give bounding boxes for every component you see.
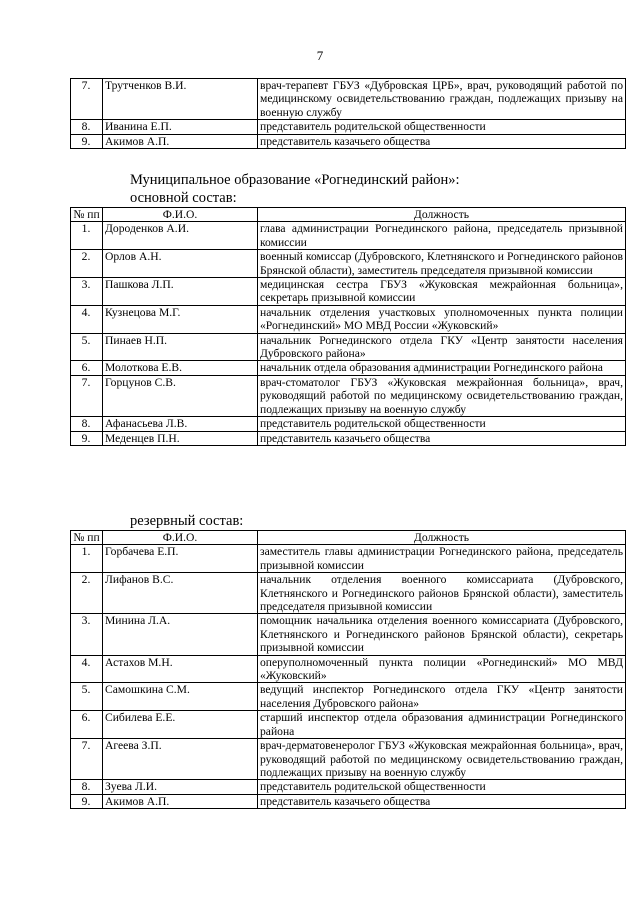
row-number: 7. [71, 79, 103, 120]
table-row [71, 739, 626, 780]
page-number: 7 [316, 48, 324, 63]
header-num: № пп [71, 208, 103, 222]
row-number: 7. [71, 739, 103, 780]
members-table-top [70, 78, 626, 149]
member-name: Лифанов В.С. [103, 573, 258, 614]
member-position: начальник отделения участковых уполномоченных пункта полиции «Рогнединский» МО МВД России «Жуковский» [258, 305, 626, 333]
table-row [71, 305, 626, 333]
table-header-row [71, 531, 626, 545]
table-row [71, 683, 626, 711]
row-number: 1. [71, 222, 103, 250]
member-position: заместитель главы администрации Рогнединского района, председатель призывной комиссии [258, 545, 626, 573]
member-name: Молоткова Е.В. [103, 361, 258, 375]
table-row [71, 545, 626, 573]
member-position: начальник Рогнединского отдела ГКУ «Центр занятости населения Дубровского района» [258, 333, 626, 361]
header-position: Должность [258, 531, 626, 545]
table-row [71, 79, 626, 120]
table-row [71, 431, 626, 445]
member-position: представитель родительской общественности [258, 417, 626, 431]
member-position: представитель родительской общественности [258, 780, 626, 794]
member-position: представитель казачьего общества [258, 134, 626, 148]
reserve-composition-heading: резервный состав: [130, 513, 244, 529]
table-row [71, 573, 626, 614]
member-name: Агеева З.П. [103, 739, 258, 780]
row-number: 4. [71, 305, 103, 333]
table-row [71, 120, 626, 134]
table-row [71, 711, 626, 739]
member-name: Минина Л.А. [103, 614, 258, 655]
table-row [71, 375, 626, 416]
member-name: Сибилева Е.Е. [103, 711, 258, 739]
member-name: Пашкова Л.П. [103, 278, 258, 306]
member-position: медицинская сестра ГБУЗ «Жуковская межрайонная больница», секретарь призывной комиссии [258, 278, 626, 306]
member-position: начальник отдела образования администрации Рогнединского района [258, 361, 626, 375]
row-number: 8. [71, 120, 103, 134]
row-number: 9. [71, 134, 103, 148]
member-name: Акимов А.П. [103, 134, 258, 148]
reserve-composition-table [70, 530, 626, 809]
member-position: оперуполномоченный пункта полиции «Рогнединский» МО МВД «Жуковский» [258, 655, 626, 683]
row-number: 8. [71, 780, 103, 794]
table-row [71, 361, 626, 375]
member-position: представитель казачьего общества [258, 794, 626, 808]
table-row [71, 614, 626, 655]
row-number: 3. [71, 614, 103, 655]
member-name: Акимов А.П. [103, 794, 258, 808]
member-position: ведущий инспектор Рогнединского отдела ГКУ «Центр занятости населения Дубровского района» [258, 683, 626, 711]
row-number: 4. [71, 655, 103, 683]
member-name: Иванина Е.П. [103, 120, 258, 134]
member-name: Самошкина С.М. [103, 683, 258, 711]
member-name: Астахов М.Н. [103, 655, 258, 683]
row-number: 2. [71, 250, 103, 278]
header-position: Должность [258, 208, 626, 222]
member-position: начальник отделения военного комиссариата (Дубровского, Клетнянского и Рогнединского районов Брянской области), заместитель председателя призывной комиссии [258, 573, 626, 614]
member-name: Трутченков В.И. [103, 79, 258, 120]
row-number: 6. [71, 711, 103, 739]
row-number: 8. [71, 417, 103, 431]
member-position: военный комиссар (Дубровского, Клетнянского и Рогнединского районов Брянской области), заместитель председателя призывной комиссии [258, 250, 626, 278]
member-position: врач-дерматовенеролог ГБУЗ «Жуковская межрайонная больница», врач, руководящий работой по медицинскому освидетельствованию граждан, подлежащих призыву на военную службу [258, 739, 626, 780]
row-number: 9. [71, 431, 103, 445]
row-number: 9. [71, 794, 103, 808]
row-number: 6. [71, 361, 103, 375]
table-header-row [71, 208, 626, 222]
member-name: Горцунов С.В. [103, 375, 258, 416]
table-row [71, 222, 626, 250]
member-name: Кузнецова М.Г. [103, 305, 258, 333]
table-row [71, 655, 626, 683]
member-position: врач-терапевт ГБУЗ «Дубровская ЦРБ», врач, руководящий работой по медицинскому освидетельствованию граждан, подлежащих призыву на военную службу [258, 79, 626, 120]
member-name: Меденцев П.Н. [103, 431, 258, 445]
row-number: 3. [71, 278, 103, 306]
member-position: представитель родительской общественности [258, 120, 626, 134]
member-position: старший инспектор отдела образования администрации Рогнединского района [258, 711, 626, 739]
table-row [71, 794, 626, 808]
member-position: врач-стоматолог ГБУЗ «Жуковская межрайонная больница», врач, руководящий работой по медицинскому освидетельствованию граждан, подлежащих призыву на военную службу [258, 375, 626, 416]
main-composition-heading: основной состав: [130, 190, 237, 206]
member-name: Афанасьева Л.В. [103, 417, 258, 431]
header-num: № пп [71, 531, 103, 545]
member-position: представитель казачьего общества [258, 431, 626, 445]
main-composition-table [70, 207, 626, 446]
member-name: Горбачева Е.П. [103, 545, 258, 573]
table-row [71, 780, 626, 794]
header-fio: Ф.И.О. [103, 208, 258, 222]
table-row [71, 417, 626, 431]
row-number: 2. [71, 573, 103, 614]
row-number: 1. [71, 545, 103, 573]
table-row [71, 278, 626, 306]
row-number: 7. [71, 375, 103, 416]
table-row [71, 250, 626, 278]
row-number: 5. [71, 683, 103, 711]
table-row [71, 333, 626, 361]
row-number: 5. [71, 333, 103, 361]
table-row [71, 134, 626, 148]
member-name: Дороденков А.И. [103, 222, 258, 250]
member-name: Зуева Л.И. [103, 780, 258, 794]
municipality-heading: Муниципальное образование «Рогнединский район»: [130, 172, 460, 188]
member-position: глава администрации Рогнединского района, председатель призывной комиссии [258, 222, 626, 250]
member-name: Пинаев Н.П. [103, 333, 258, 361]
member-name: Орлов А.Н. [103, 250, 258, 278]
member-position: помощник начальника отделения военного комиссариата (Дубровского, Клетнянского и Рогнединского районов Брянской области), секретарь призывной комиссии [258, 614, 626, 655]
header-fio: Ф.И.О. [103, 531, 258, 545]
